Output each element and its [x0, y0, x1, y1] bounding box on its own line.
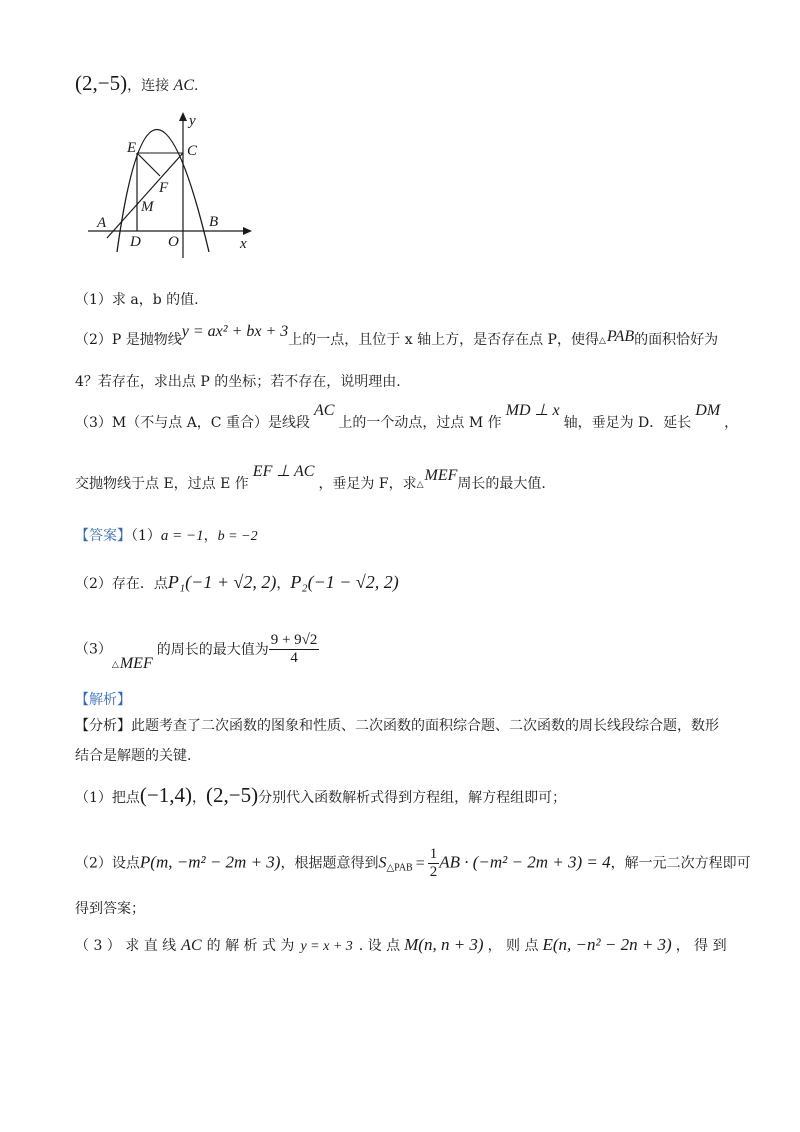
area-equation: AB · (−m² − 2m + 3) = 4 — [439, 852, 611, 872]
period: . — [194, 78, 199, 94]
answer-a-value: a = −1 — [160, 528, 204, 544]
label-e: E — [127, 140, 137, 156]
x-axis-arrow — [243, 227, 252, 235]
s3-text-c: . 设 点 — [358, 938, 401, 954]
answer-tag: 【答案】 — [75, 528, 131, 544]
question-1: （1）求 a，b 的值. — [75, 292, 199, 308]
q3-text-7: 周长的最大值. — [457, 476, 546, 492]
answer-1 — [75, 526, 258, 547]
triangle-symbol: △ — [416, 480, 424, 490]
solution-3 — [75, 935, 727, 957]
line-ef — [137, 153, 160, 176]
label-a: A — [97, 215, 107, 231]
y-axis-arrow — [179, 112, 187, 121]
segment-dm: DM — [695, 402, 721, 419]
solution-2-line-2: 得到答案； — [75, 901, 145, 917]
top-line — [75, 73, 198, 96]
answer-2-prefix: （2）存在．点 — [75, 576, 168, 592]
segment-ac: AC — [181, 937, 202, 954]
answer-2 — [75, 572, 399, 594]
s3-text-b: 的 解 析 式 为 — [206, 938, 295, 954]
q3-text-3: 轴，垂足为 D．延长 — [563, 415, 692, 431]
triangle-mef: MEF — [424, 467, 458, 484]
label-y: y — [189, 113, 196, 129]
half-fraction — [428, 846, 440, 881]
point-p-expression: P(m, −m² − 2m + 3) — [139, 852, 281, 872]
perpendicular-md: MD ⊥ x — [505, 402, 560, 419]
question-3 — [75, 402, 739, 433]
triangle-symbol: △ — [111, 659, 119, 670]
answer-separator: ， — [276, 576, 291, 592]
answer-3-prefix: （3） — [75, 641, 112, 658]
q3-text-2: 上的一个动点，过点 M 作 — [338, 415, 502, 431]
fenxi-text-1: 此题考查了二次函数的图象和性质、二次函数的面积综合题、二次函数的周长线段综合题，数形 — [131, 718, 719, 734]
label-b: B — [209, 214, 219, 230]
half-denominator: 2 — [429, 864, 438, 880]
fenxi-line-1 — [75, 716, 719, 736]
answer-1-prefix: （1） — [131, 528, 161, 544]
solution-1 — [75, 785, 566, 808]
label-d: D — [130, 234, 141, 250]
q2-text-1: （2）P 是抛物线 — [75, 332, 182, 348]
s3-text-a: （ 3 ） 求 直 线 — [75, 938, 177, 954]
label-x: x — [240, 236, 247, 252]
s1-separator: ， — [192, 790, 207, 806]
s2-text-a: （2）设点 — [75, 855, 140, 872]
label-m: M — [141, 199, 154, 215]
analysis-tag: 【解析】 — [75, 692, 131, 708]
answer-separator: ， — [203, 528, 218, 544]
label-f: F — [159, 180, 169, 196]
answer-b-value: b = −2 — [217, 529, 258, 544]
fraction-denominator: 4 — [290, 650, 298, 666]
question-2 — [75, 323, 719, 351]
fenxi-line-2: 结合是解题的关键. — [75, 748, 192, 764]
s3-text-f: ， 得 到 — [675, 938, 727, 954]
line-ac — [107, 153, 183, 238]
answer-3-text: 的周长的最大值为 — [156, 641, 269, 658]
q3-text-6: ，垂足为 F，求 — [318, 476, 417, 492]
s3-text-d: ， 则 点 — [487, 938, 539, 954]
solution-2 — [75, 846, 751, 881]
q3-text-1: （3）M（不与点 A，C 重合）是线段 — [75, 415, 310, 431]
s1-text-a: （1）把点 — [75, 790, 140, 806]
parabola-expression: y = ax² + bx + 3 — [181, 323, 289, 340]
s2-text-c: ，解一元二次方程即可 — [610, 855, 751, 872]
q3-text-5: 交抛物线于点 E，过点 E 作 — [75, 476, 249, 492]
answer-point-p2: P₂(−1 − √2, 2) — [290, 572, 399, 592]
point-2-neg5: (2,−5) — [206, 783, 259, 807]
point-neg1-4: (−1,4) — [139, 783, 193, 807]
point-m-expression: M(n, n + 3) — [404, 935, 484, 954]
answer-point-p1: P₁(−1 + √2, 2) — [167, 572, 277, 592]
perpendicular-ef: EF ⊥ AC — [252, 463, 315, 480]
answer-3 — [75, 632, 319, 672]
triangle-mef: MEF — [119, 654, 153, 672]
connect-text: ，连接 — [127, 78, 170, 94]
half-numerator: 1 — [429, 846, 438, 862]
label-c: C — [187, 143, 198, 159]
s2-text-b: ，根据题意得到 — [280, 855, 379, 872]
line-ac-equation: y = x + 3 — [300, 939, 353, 954]
q3-comma: ， — [724, 415, 739, 431]
question-3-line-2 — [75, 463, 546, 495]
q2-text-3: 的面积恰好为 — [634, 332, 719, 348]
point-2-neg5: (2,−5) — [75, 71, 128, 95]
point-e-expression: E(n, −n² − 2n + 3) — [542, 935, 672, 954]
triangle-pab: PAB — [606, 328, 635, 345]
s1-text-b: 分别代入函数解析式得到方程组，解方程组即可； — [258, 790, 567, 806]
area-subscript: △PAB — [386, 862, 413, 874]
area-symbol: S — [378, 854, 387, 872]
equals-sign: = — [415, 854, 425, 872]
parabola-figure — [80, 110, 260, 265]
label-o: O — [168, 234, 179, 250]
q2-text-2: 上的一点，且位于 x 轴上方，是否存在点 P，使得 — [288, 332, 599, 348]
fraction-numerator: 9 + 9√2 — [270, 632, 318, 648]
triangle-symbol: △ — [598, 336, 606, 346]
segment-ac: AC — [313, 402, 335, 419]
question-2-line-2: 4？若存在，求出点 P 的坐标；若不存在，说明理由. — [75, 374, 401, 390]
fenxi-tag: 【分析】 — [75, 718, 131, 734]
answer-fraction — [269, 632, 320, 667]
segment-ac: AC — [173, 77, 194, 94]
